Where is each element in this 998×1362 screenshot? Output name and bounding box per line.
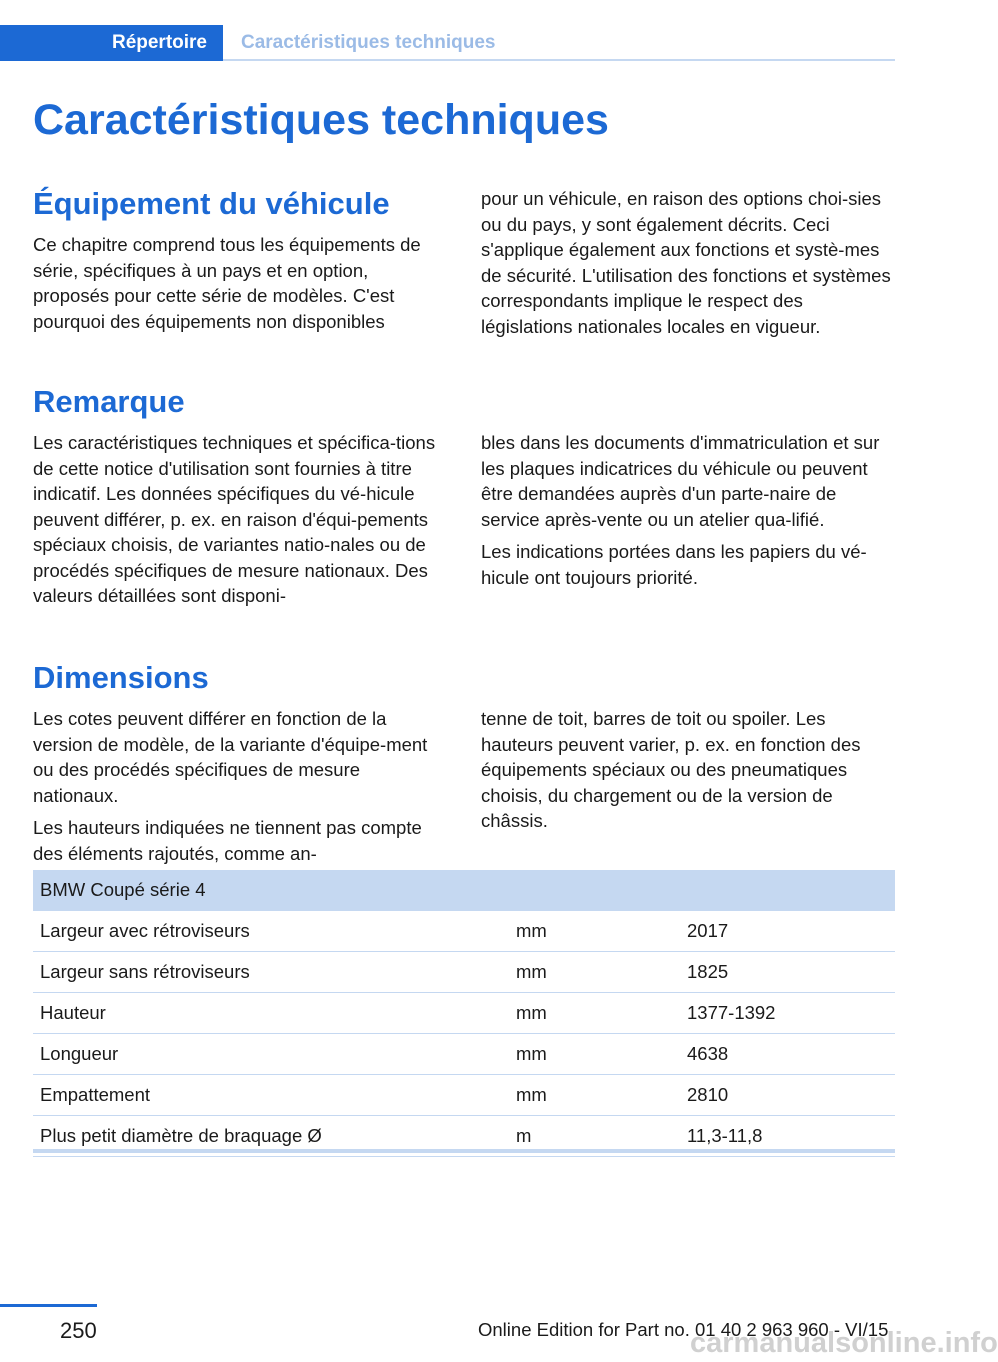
row-unit: m: [509, 1116, 680, 1157]
section-title: Remarque: [33, 384, 185, 419]
table-row: [33, 1075, 895, 1116]
table-row: [33, 993, 895, 1034]
row-value: 2017: [680, 911, 895, 952]
paragraph: tenne de toit, barres de toit ou spoiler. Les hauteurs peuvent varier, p. ex. en fonction des équipements spéciaux ou des pneumatiques choisis, du chargement ou de la version de châssis.: [481, 708, 861, 831]
table-row: [33, 911, 895, 952]
footer-divider: [0, 1304, 97, 1307]
row-value: 2810: [680, 1075, 895, 1116]
paragraph: pour un véhicule, en raison des options choi-sies ou du pays, y sont également décrits. Ceci s'applique également aux fonctions et systè-mes de sécurité. L'utilisation des fonctions et systèmes correspondants implique le respect des législations nationales locales en vigueur.: [481, 188, 891, 337]
paragraph: Ce chapitre comprend tous les équipements de série, spécifiques à un pays et en option, proposés pour cette série de modèles. C'est pourquoi des équipements non disponibles: [33, 234, 421, 332]
table-row: [33, 952, 895, 993]
row-label: Longueur: [33, 1034, 509, 1075]
section-title: Dimensions: [33, 660, 209, 695]
row-value: 11,3-11,8: [680, 1116, 895, 1157]
table-header-row: [33, 870, 895, 911]
row-value: 1377-1392: [680, 993, 895, 1034]
edition-note: Online Edition for Part no. 01 40 2 963 960 - VI/15: [478, 1319, 889, 1340]
dimensions-right-column: [481, 706, 895, 841]
row-unit: mm: [509, 911, 680, 952]
row-label: Hauteur: [33, 993, 509, 1034]
section-title: Équipement du véhicule: [33, 186, 390, 221]
dimensions-left-column: [33, 706, 447, 873]
page-number: 250: [60, 1318, 97, 1343]
paragraph: Les caractéristiques techniques et spécifica-tions de cette notice d'utilisation sont fournies à titre indicatif. Les données spécifiques du vé-hicule peuvent différer, p. ex. en raison d'équi-pements spéciaux choisis, de variantes natio-nales ou de procédés spécifiques de mesure nationaux. Des valeurs détaillées sont disponi-: [33, 432, 436, 606]
tab-caracteristiques-techniques[interactable]: Caractéristiques techniques: [241, 32, 496, 53]
tab-repertoire[interactable]: Répertoire: [0, 25, 223, 61]
row-label: Largeur avec rétroviseurs: [33, 911, 509, 952]
page-title: Caractéristiques techniques: [33, 96, 609, 144]
row-value: 1825: [680, 952, 895, 993]
row-label: Plus petit diamètre de braquage Ø: [33, 1116, 509, 1157]
row-label: Largeur sans rétroviseurs: [33, 952, 509, 993]
table-header: BMW Coupé série 4: [33, 870, 895, 911]
top-navigation: [0, 25, 895, 61]
row-label: Empattement: [33, 1075, 509, 1116]
dimensions-table: [33, 870, 895, 1157]
table-bottom-rule: [33, 1149, 895, 1153]
section-dimensions: [33, 660, 895, 696]
equipement-left-column: [33, 232, 447, 341]
row-unit: mm: [509, 993, 680, 1034]
paragraph: Les cotes peuvent différer en fonction de la version de modèle, de la variante d'équipe-ment ou des procédés spécifiques de mesure nationaux.: [33, 708, 428, 806]
table-row: [33, 1034, 895, 1075]
row-unit: mm: [509, 952, 680, 993]
row-unit: mm: [509, 1034, 680, 1075]
watermark: carmanualsonline.info: [690, 1327, 998, 1359]
equipement-right-column: [481, 186, 895, 346]
section-remarque: [33, 384, 895, 420]
paragraph: Les indications portées dans les papiers du vé-hicule ont toujours priorité.: [481, 541, 867, 588]
remarque-left-column: [33, 430, 447, 616]
row-unit: mm: [509, 1075, 680, 1116]
remarque-right-column: [481, 430, 895, 597]
header-divider: [223, 59, 895, 61]
row-value: 4638: [680, 1034, 895, 1075]
paragraph: Les hauteurs indiquées ne tiennent pas compte des éléments rajoutés, comme an-: [33, 817, 422, 864]
paragraph: bles dans les documents d'immatriculation et sur les plaques indicatrices du véhicule ou peuvent être demandées auprès d'un parte-naire de service après-vente ou un atelier qua-lifié.: [481, 432, 880, 530]
